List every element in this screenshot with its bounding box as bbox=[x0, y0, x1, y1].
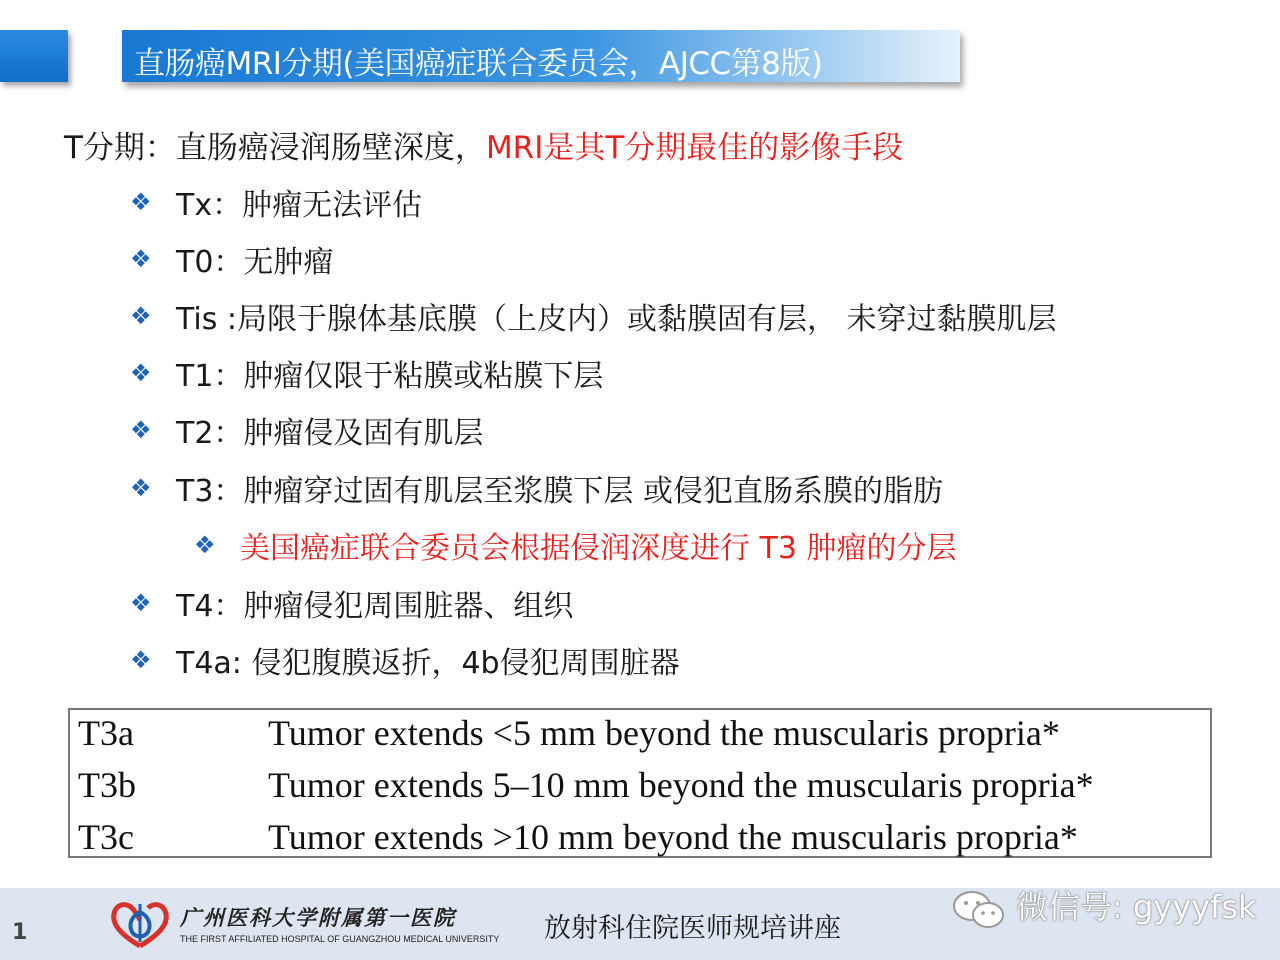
bullet-t4a bbox=[130, 638, 680, 682]
heading-highlight: MRI是其T分期最佳的影像手段 bbox=[485, 130, 904, 166]
t-staging-heading bbox=[64, 122, 903, 167]
page-number: 1 bbox=[12, 920, 28, 945]
hospital-name-en: THE FIRST AFFILIATED HOSPITAL OF GUANGZHOU MEDICAL UNIVERSITY bbox=[180, 934, 500, 944]
bullet-t2 bbox=[130, 408, 483, 452]
bullet-label: T4：肿瘤侵犯周围脏器、组织 bbox=[176, 589, 574, 624]
bullet-label: T2：肿瘤侵及固有肌层 bbox=[176, 416, 484, 451]
bullet-t0 bbox=[130, 237, 333, 281]
t3-description: Tumor extends >10 mm beyond the muscularis propria* bbox=[268, 817, 1078, 857]
bullet-t3 bbox=[130, 466, 943, 510]
t3-substage-table bbox=[68, 708, 1212, 858]
wechat-watermark: 微信号: gyyyfsk bbox=[1016, 888, 1257, 926]
slide-title: 直肠癌MRI分期(美国癌症联合委员会，AJCC第8版) bbox=[134, 46, 823, 82]
diamond-bullet-icon: ❖ bbox=[130, 188, 152, 216]
bullet-label: T4a: 侵犯腹膜返折，4b侵犯周围脏器 bbox=[176, 646, 680, 681]
diamond-bullet-icon: ❖ bbox=[130, 646, 152, 674]
t3-description: Tumor extends 5–10 mm beyond the muscularis propria* bbox=[268, 765, 1094, 805]
bullet-t1 bbox=[130, 351, 603, 395]
hospital-logo-icon bbox=[110, 898, 172, 950]
footer-bar bbox=[0, 888, 1280, 960]
bullet-tx bbox=[130, 180, 422, 224]
t3-description: Tumor extends <5 mm beyond the muscularis propria* bbox=[268, 713, 1060, 753]
hospital-name-cn: 广州医科大学附属第一医院 bbox=[180, 905, 456, 930]
bullet-tis bbox=[130, 294, 1057, 338]
heading-prefix: T分期：直肠癌浸润肠壁深度， bbox=[64, 130, 486, 166]
bullet-label: T3：肿瘤穿过固有肌层至浆膜下层 或侵犯直肠系膜的脂肪 bbox=[176, 474, 943, 509]
diamond-bullet-icon: ❖ bbox=[130, 302, 152, 330]
diamond-bullet-icon: ❖ bbox=[194, 531, 216, 559]
wechat-icon bbox=[950, 890, 1010, 930]
t3-code: T3a bbox=[78, 713, 134, 753]
bullet-label: Tis :局限于腺体基底膜（上皮内）或黏膜固有层， 未穿过黏膜肌层 bbox=[176, 302, 1057, 337]
diamond-bullet-icon: ❖ bbox=[130, 589, 152, 617]
bullet-label: Tx：肿瘤无法评估 bbox=[176, 188, 423, 223]
title-accent-block bbox=[0, 30, 68, 82]
bullet-label: 美国癌症联合委员会根据侵润深度进行 T3 肿瘤的分层 bbox=[240, 531, 957, 566]
diamond-bullet-icon: ❖ bbox=[130, 245, 152, 273]
bullet-t4 bbox=[130, 581, 573, 625]
bullet-label: T1：肿瘤仅限于粘膜或粘膜下层 bbox=[176, 359, 604, 394]
t3-code: T3b bbox=[78, 765, 136, 805]
t3-code: T3c bbox=[78, 817, 134, 857]
diamond-bullet-icon: ❖ bbox=[130, 474, 152, 502]
bullet-t3-substaging-note bbox=[194, 523, 956, 567]
title-bar bbox=[122, 30, 960, 82]
diamond-bullet-icon: ❖ bbox=[130, 416, 152, 444]
lecture-title: 放射科住院医师规培讲座 bbox=[544, 913, 841, 944]
diamond-bullet-icon: ❖ bbox=[130, 359, 152, 387]
bullet-label: T0：无肿瘤 bbox=[176, 245, 334, 280]
